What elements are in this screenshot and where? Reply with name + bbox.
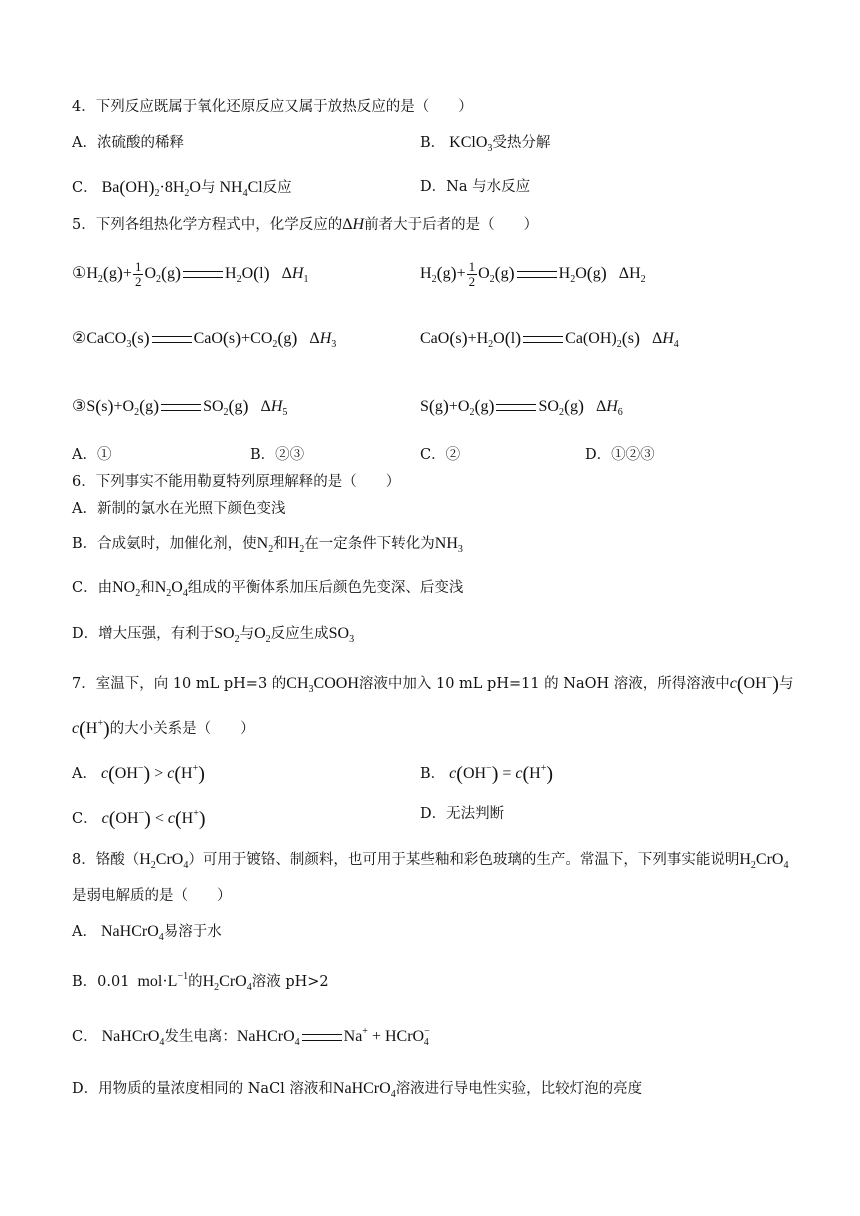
q6-c-post: 组成的平衡体系加压后颜色先变深、后变浅 bbox=[187, 580, 464, 596]
q5-marker-1: ① bbox=[72, 265, 87, 283]
q4-option-d-text: Na 与水反应 bbox=[446, 179, 531, 195]
q7-option-d[interactable]: D．无法判断 bbox=[420, 806, 505, 822]
q7-stem-pre: 7．室温下，向 10 mL pH=3 的 bbox=[72, 676, 287, 692]
q8-stem-line2: 是弱电解质的是（ ） bbox=[72, 888, 232, 904]
q7-c-expr: c(OH−) < c(H+) bbox=[101, 808, 206, 830]
q4-formula-nh4cl: $NH_4Cl$ bbox=[215, 179, 263, 199]
q4-option-c-mid: 与 bbox=[200, 180, 216, 196]
q7-formula-ch3cooh: $CH_3COOH$ bbox=[286, 675, 359, 695]
q8-ionization-eq: NaHCrO$_4$ Na+ + HCrO−$_4$ bbox=[236, 1026, 430, 1048]
q8-b-mid: 的 bbox=[188, 974, 203, 990]
q8-c-mid: 发生电离： bbox=[164, 1029, 237, 1045]
q8-option-d[interactable] bbox=[72, 1079, 642, 1105]
q6-option-c[interactable] bbox=[72, 578, 463, 604]
q7-stem-line1 bbox=[72, 669, 793, 700]
q6-c-pre: C．由 bbox=[72, 580, 113, 596]
q7-stem-line2 bbox=[72, 714, 255, 739]
q8-formula-nahcro4-b: NaHCrO$_4$ bbox=[97, 1028, 165, 1048]
q6-formula-o2: $O_2$ bbox=[254, 625, 271, 645]
q4-option-c[interactable] bbox=[72, 177, 292, 204]
q4-option-a-text: 浓硫酸的稀释 bbox=[96, 135, 184, 151]
q6-d-pre: D．增大压强，有利于 bbox=[72, 626, 215, 642]
q4-option-a-label: A． bbox=[72, 135, 97, 151]
q7-c-h: c(H+) bbox=[72, 718, 110, 740]
q8-formula-nahcro4-c: NaHCrO$_4$ bbox=[332, 1080, 396, 1100]
q8-b-end: 溶液 pH>2 bbox=[251, 974, 329, 990]
q8-d-pre: D．用物质的量浓度相同的 NaCl 溶液和 bbox=[72, 1081, 333, 1097]
q4-option-b-label: B． bbox=[420, 135, 446, 151]
q4-option-d[interactable] bbox=[420, 177, 530, 197]
q8-stem-mid: ）可用于镀铬、制颜料，也可用于某些釉和彩色玻璃的生产。常温下，下列事实能说明 bbox=[188, 852, 740, 868]
q6-formula-so2: $SO_2$ bbox=[214, 625, 240, 645]
q5-marker-3: ③ bbox=[72, 398, 87, 415]
q7-stem-and: 与 bbox=[778, 676, 794, 692]
q4-stem: 4．下列反应既属于氧化还原反应又属于放热反应的是（ ） bbox=[72, 99, 473, 115]
q8-d-post: 溶液进行导电性实验，比较灯泡的亮度 bbox=[395, 1081, 643, 1097]
q7-stem-mid: 溶液中加入 10 mL pH=11 的 NaOH 溶液，所得溶液中 bbox=[358, 676, 730, 692]
q7-option-b[interactable] bbox=[420, 759, 553, 784]
q6-formula-no2: $NO_2$ bbox=[112, 579, 141, 599]
q4-formula-baoh2: $Ba(OH)_2\cdot 8H_2O$ bbox=[97, 177, 201, 199]
q6-formula-so3: $SO_3$ bbox=[328, 625, 355, 645]
q6-d-post: 反应生成 bbox=[270, 626, 329, 642]
q6-c-and: 和 bbox=[140, 580, 155, 596]
q7-a-expr: c(OH−) > c(H+) bbox=[100, 763, 205, 785]
q6-option-d[interactable] bbox=[72, 624, 354, 650]
q8-c-label: C． bbox=[72, 1029, 98, 1045]
q5-eq-2-right: $CaO(s)+H_2O(l)$ $Ca(OH)_2(s)$ $\Delta H_4$ bbox=[420, 328, 679, 350]
q6-formula-n2o4: $N_2O_4$ bbox=[154, 579, 188, 599]
q7-b-expr: c(OH−) = c(H+) bbox=[449, 763, 554, 785]
q5-delta-h: ΔH bbox=[342, 216, 365, 233]
q4-option-a[interactable] bbox=[72, 133, 184, 153]
q6-b-post: 在一定条件下转化为 bbox=[304, 536, 435, 552]
q6-d-mid: 与 bbox=[239, 626, 255, 642]
q8-stem-line1 bbox=[72, 850, 788, 876]
q6-b-and: 和 bbox=[273, 536, 288, 552]
q4-option-b[interactable] bbox=[420, 133, 550, 159]
q8-formula-h2cro4-a: $H_2CrO_4$ bbox=[139, 851, 189, 871]
q5-eq-2-left: ②CaCO$_3$(s) $CaO(s)+CO_2(g)$ $\Delta H_3$ bbox=[72, 328, 337, 350]
q6-b-pre: B．合成氨时，加催化剂，使 bbox=[72, 536, 257, 552]
q6-formula-n2: $N_2$ bbox=[256, 535, 274, 555]
q6-option-a[interactable]: A．新制的氯水在光照下颜色变浅 bbox=[72, 501, 286, 517]
q8-a-label: A． bbox=[72, 924, 97, 940]
q8-option-c[interactable] bbox=[72, 1022, 429, 1053]
q7-option-a[interactable] bbox=[72, 759, 205, 784]
q4-option-d-label: D． bbox=[420, 179, 447, 195]
q5-eq-3-left: $③S(s)+O_2(g)$ $SO_2(g)$ $\Delta H_5$ bbox=[72, 396, 288, 418]
q5-stem-pre: 5．下列各组热化学方程式中，化学反应的 bbox=[72, 217, 343, 233]
q4-formula-kclo3: KClO$_3$ bbox=[445, 134, 493, 154]
q5-eq-3-right: $S(g)+O_2(g)$ $SO_2(g)$ $\Delta H_6$ bbox=[420, 396, 623, 418]
q7-c-label: C． bbox=[72, 811, 98, 827]
q8-a-text: 易溶于水 bbox=[163, 924, 222, 940]
q5-stem bbox=[72, 215, 538, 235]
q8-option-a[interactable] bbox=[72, 922, 222, 948]
q5-option-c[interactable]: C．② bbox=[420, 447, 461, 463]
q8-option-b[interactable] bbox=[72, 967, 329, 998]
q6-stem: 6．下列事实不能用勒夏特列原理解释的是（ ） bbox=[72, 474, 401, 490]
q5-marker-2: ② bbox=[72, 330, 87, 347]
q7-stem-end: 的大小关系是（ ） bbox=[109, 721, 255, 737]
q4-option-c-end: 反应 bbox=[262, 180, 292, 196]
q5-option-d[interactable]: D．①②③ bbox=[585, 447, 655, 463]
q8-unit: $mol\cdot L^{-1}$ bbox=[129, 971, 189, 990]
q6-formula-nh3: $NH_3$ bbox=[434, 535, 463, 555]
q5-option-b[interactable]: B．②③ bbox=[250, 447, 305, 463]
q5-eq-1-left: $①H_2(g)+$ $\frac{1}{2}$ $O_2(g)$ $H_2O(l)$ $\Delta H_1$ bbox=[72, 259, 309, 289]
q5-option-a[interactable]: A．① bbox=[72, 447, 112, 463]
q8-formula-h2cro4-b: $H_2CrO_4$ bbox=[739, 851, 789, 871]
q8-stem-pre: 8．铬酸（ bbox=[72, 852, 140, 868]
q6-formula-h2: $H_2$ bbox=[287, 535, 305, 555]
q8-formula-h2cro4-c: $H_2CrO_4$ bbox=[202, 973, 252, 993]
q7-option-c[interactable] bbox=[72, 804, 206, 829]
q5-stem-post: 前者大于后者的是（ ） bbox=[364, 217, 539, 233]
q8-formula-nahcro4-a: NaHCrO$_4$ bbox=[96, 923, 164, 943]
q5-eq-1-right: $H_2(g)+$ $\frac{1}{2}$ $O_2(g)$ $H_2O(g)$ $\Delta H_2$ bbox=[420, 259, 646, 289]
q4-option-b-text: 受热分解 bbox=[492, 135, 551, 151]
q7-a-label: A． bbox=[72, 766, 97, 782]
q4-option-c-label: C． bbox=[72, 180, 98, 196]
q7-b-label: B． bbox=[420, 766, 446, 782]
q8-b-label: B．0.01 bbox=[72, 974, 130, 990]
q6-option-b[interactable] bbox=[72, 534, 463, 560]
q7-c-oh: c(OH−) bbox=[729, 673, 779, 695]
